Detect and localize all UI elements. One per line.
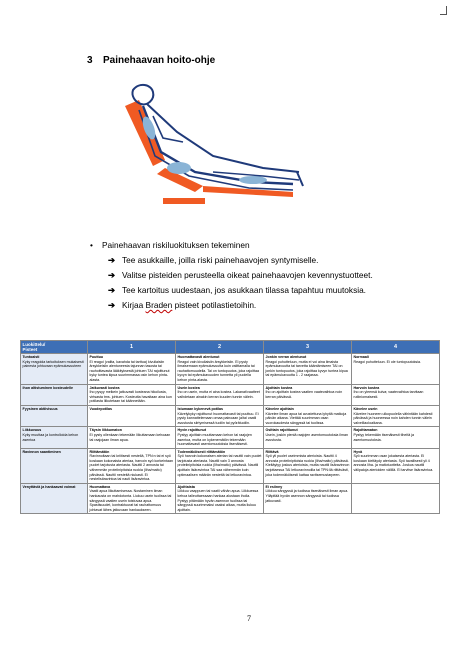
cell-text: Pystyy ajoittain muuttamaan kehon tai raajojen asentoa, mutta on kykenemätön tekemään huomattavasti asentomuutoksia itsenäisesti. <box>177 432 252 447</box>
row-category-cell <box>21 405 88 426</box>
cell-text: Kävelee ilman apua tai avustettuna lyhyitä matkoja päivän aikana. Viettää suurimman osan vuorokaudesta sängyssä tai tuolissa. <box>265 411 347 425</box>
table-row <box>21 354 440 385</box>
table-cell <box>176 448 264 483</box>
table-cell <box>264 405 352 426</box>
section-heading <box>87 55 215 66</box>
bullet-sub-text: Valitse pisteiden perusteella oikeat painehaavojen kevennystuotteet. <box>122 270 373 280</box>
spellcheck-marked-word: Braden <box>145 300 173 310</box>
column-header: 2 <box>176 341 264 354</box>
page-corner-mark-horizontal <box>440 14 447 16</box>
cell-text: Liikkuu vaappuen tai vaatii vähän apua. Liikkuessa kehoa talleuttaessaan hankaa alustaan iholla. Pystyy pitämään hyvän asennon tuolissa tai sängyssä suurimmaksi osaksi aikaa, mutta liukuu ajoittain. <box>177 489 259 512</box>
table-cell <box>176 427 264 448</box>
section-title: Painehaavan hoito-ohje <box>103 55 216 66</box>
arrow-right-icon: ➔ <box>108 270 115 280</box>
cell-text: Ravinnoltaan tai kriitisesti nestellä, TPN:n tai ei syö koskaan kokonaista ateriaa, harvoin syö korkeintaan puolet tarjotusta ateriasta. Nauttii 2 annosta tai vähemmän proteiinipitoisia ruokia (liha/maito) päivässä. Nauttii nesteitä niukasti. Ei nestelisäravintoa tai nauti lisäravintoa. <box>89 454 174 482</box>
cell-label: Rajoittamaton <box>353 428 378 433</box>
cell-label: Ajoittain kostea <box>265 385 293 390</box>
cell-label: Kävelee usein <box>353 406 378 411</box>
column-header: 1 <box>88 341 176 354</box>
cell-label: Täysin liikkumaton <box>89 428 122 433</box>
row-category-cell <box>21 483 88 514</box>
table-cell <box>88 384 176 405</box>
cell-label: Kävelee ajoittain <box>265 406 294 411</box>
table-cell <box>88 405 176 426</box>
cell-text: Pystyy tekemään itsenäisesti tiheitä ja asentomuutoksia. <box>353 432 415 442</box>
cell-label: Jatkuvasti kostea <box>89 385 120 390</box>
table-cell <box>351 354 439 385</box>
section-number: 3 <box>87 55 93 66</box>
cell-text: Kävelee huoneen ulkopuolella vähintään kahdesti päivässä ja huoneessa noin kahden tunnin välein valveillaoloaikana. <box>353 411 433 425</box>
cell-text: Iho pysyy melkein jatkuvasti kosteana hikoilusta, virtsasta tms. johtuen. Kosteutta havaitaan aina kun potilasta liikutetaan tai käännetään. <box>89 390 172 404</box>
row-category-cell <box>21 427 88 448</box>
cell-label: Vuodepotilas <box>89 406 112 411</box>
row-category-description: Kyky muuttaa ja kontrolloida kehon asentoa <box>22 432 79 442</box>
cell-label: Osittain rajoittunut <box>265 428 298 433</box>
cell-text: Kävelykyky rajoittunut huomattavasti tai puuttuu. Ei pysty kannattelemaan omaa painoaan ja/tai vaatii avustusta siirtymisessä tuoliin tai pyörätuoliin. <box>177 411 259 425</box>
cell-text: Syö yli puolet useimmista aterioista. Nauttii 4 annosta proteiinipitoisia ruokia (liha/maito) päivässä. Kieltäytyy joskus aterioista, mutta nauttii lisäravinnon tarjottaessa TAI letkuravinnoilla tai TPN:llä riittävästi, joka todennäköisesti kattaa ravitsemustarpeen. <box>265 454 350 477</box>
cell-text: Iho on yleensä kuiva; vaatevaihtoa tarvitaan rutiiniomaisesti. <box>353 390 424 399</box>
corner-line-1: Luokittelu/ <box>22 342 46 347</box>
bullet-sub-item <box>90 253 373 268</box>
row-category-label: Ihon altistuminen kosteudelle <box>22 385 74 390</box>
bullet-main-text: Painehaavan riskiluokituksen tekeminen <box>102 240 250 250</box>
arrow-right-icon: ➔ <box>108 255 115 265</box>
cell-label: Huomattavasti alentunut <box>177 355 220 359</box>
cell-text: Syö harvoin kokonaisen aterian tai nauttii vain puolet tarjotusta ateriasta. Nauttii vain 3 annosta proteiinipitoisia ruokia (liha/maito) päivässä. Nauttii ajoittain lisäravintoa TAI saa vähemmän kuin optimaalisen määrän nestettä tai letkuravintoa. <box>177 454 262 477</box>
table-cell <box>88 427 176 448</box>
table-cell <box>264 384 352 405</box>
cell-text: Ei pysty ollenkaan tekemään liikuttamaan kehoaan tai raajojaan ilman apua. <box>89 432 171 442</box>
bullet-last-after: pisteet potilastietoihin. <box>172 300 257 310</box>
cell-text: Iho on ajoittain kostea vaatien vaatevaihtoa noin kerran päivässä. <box>265 390 343 399</box>
row-category-label: Ravinnon saantiminen <box>22 449 61 454</box>
cell-label: Puuttuu <box>89 355 104 359</box>
cell-label: Huomattava <box>89 484 111 489</box>
arrow-right-icon: ➔ <box>108 285 115 295</box>
bullet-last-before: Kirjaa <box>122 300 146 310</box>
table-cell <box>264 354 352 385</box>
arrow-right-icon: ➔ <box>108 300 115 310</box>
table-cell <box>351 483 439 514</box>
row-category-label: Venyttäviä ja hankaavat voimat <box>22 484 76 489</box>
column-header: 4 <box>351 341 439 354</box>
cell-label: Istumaan kykenevä potilas <box>177 406 224 411</box>
cell-label: Todennäköisesti riittämätön <box>177 449 226 454</box>
table-row <box>21 427 440 448</box>
table-cell <box>351 427 439 448</box>
row-category-cell <box>21 384 88 405</box>
table-cell <box>264 483 352 514</box>
cell-text: Vaatii apua liikuttamisessa. Nostaminen ilman hankausta on mahdotonta. Liukuu usein tuolissa tai sängyssä vaatien usein toistuvaa apua. Spastisuudet, kontraktuurat tai rauhattomuus johtavat lähes jatkuvaan hankaukseen. <box>89 489 172 512</box>
cell-text: Iho on usein, mutta ei aina kostea. Lakanat/vaatteet vaihdetaan ainakin kerran kuuden tunnin välein. <box>177 390 260 399</box>
row-category-description: Kyky reagoida tarkoituksen mukaisesti painesta johtuvaan epämukavuuteen <box>22 359 84 369</box>
row-category-cell <box>21 354 88 385</box>
table-cell <box>88 483 176 514</box>
table-row <box>21 405 440 426</box>
table-cell <box>176 483 264 514</box>
cell-text: Reagoi puhutteluun, mutta ei voi aina ilmaista epämukavuutta tai tarvetta kääntämiseen TAI on jonkin tuntopuutos, joka rajoittaa kyvyn tuntea kipua tai epämukavuutta 1 - 2 raajassa. <box>265 359 348 378</box>
cell-text: Syö suurimman osan jokaisesta ateriasta. Ei koskaan kieltäydy ateriasta. Syö tavallisesti yli 4 annosta liha- ja maitotuotteita. Joskus nauttii välipaloja aterioiden välillä. Ei tarvitse lisäravintoa. <box>353 454 434 473</box>
bullet-sub-item <box>90 283 373 298</box>
bullet-sub-item <box>90 298 373 313</box>
table-cell <box>176 384 264 405</box>
bullet-sub-text: Tee asukkaille, joilla riski painehaavojen syntymiselle. <box>122 255 319 265</box>
cell-text: Reagoi vain kivuliaisiin ärsykkeisiin. Ei pysty ilmaisemaan epämukavuutta kuin valittamalla tai rauhattomuudella. Tai on tuntopuutos, joka rajoittaa kyvyn tai epämukavuuden tunnetta yli puolella kehon pinta-alasta. <box>177 359 259 382</box>
page-number: 7 <box>247 614 251 623</box>
table-cell <box>88 354 176 385</box>
bullet-main <box>90 238 373 253</box>
cell-label: Usein kostea <box>177 385 200 390</box>
corner-line-2: Pisteet <box>22 347 38 352</box>
cell-label: Riittämätön <box>89 449 110 454</box>
column-header: 3 <box>264 341 352 354</box>
cell-label: Normaali <box>353 355 369 359</box>
table-cell <box>176 354 264 385</box>
table-cell <box>351 448 439 483</box>
reclining-person-illustration <box>103 76 313 216</box>
cell-label: Ajoittaista <box>177 484 195 489</box>
cell-label: Ei esiinny <box>265 484 283 489</box>
table-row <box>21 384 440 405</box>
table-row <box>21 448 440 483</box>
table-corner-header <box>21 341 88 354</box>
cell-text: Reagoi puhutteluun. Ei ole tuntopuutoksia. <box>353 359 422 364</box>
row-category-cell <box>21 448 88 483</box>
bullet-dot-icon: • <box>90 240 93 250</box>
braden-scale-table <box>20 340 440 514</box>
cell-label: Hyvä <box>353 449 363 454</box>
bullet-sub-text: Tee kartoitus uudestaan, jos asukkaan tilassa tapahtuu muutoksia. <box>122 285 366 295</box>
row-category-label: Tuntoaisti <box>22 355 40 359</box>
cell-text: Ei reagoi (valita, kavahda tai tarttua) kivuliaisiin ärsykkeisiin alentuneesta tajunnan tasosta tai rauhoittavasta lääkityksestä johtuen TAI rajoittunut kyky tuntea kipua suurimmassa osin kehon pinta-alasta. <box>89 359 170 382</box>
table-cell <box>264 427 352 448</box>
table-header-row <box>21 341 440 354</box>
table-cell <box>176 405 264 426</box>
row-category-label: Liikkuvuus <box>22 428 42 433</box>
cell-label: Harvoin kostea <box>353 385 380 390</box>
table-cell <box>351 405 439 426</box>
table-cell <box>351 384 439 405</box>
table-cell <box>88 448 176 483</box>
bullet-sub-item <box>90 268 373 283</box>
row-category-label: Fyysinen aktiivisuus <box>22 406 58 411</box>
table-cell <box>264 448 352 483</box>
cell-text: Usein, joskin pieniä raajojen asentomuutoksia ilman avustusta. <box>265 432 349 442</box>
bullet-list <box>90 238 373 313</box>
cell-label: Riittävä <box>265 449 279 454</box>
cell-label: Hyvin rajoittunut <box>177 428 207 433</box>
table-row <box>21 483 440 514</box>
cell-label: Jonkin verran alentunut <box>265 355 307 359</box>
cell-text: Liikkuu sängyssä ja tuolissa itsenäisesti ilman apua. Ylläpitää hyvän asennon sängyssä tai tuolissa jatkuvasti. <box>265 489 349 503</box>
